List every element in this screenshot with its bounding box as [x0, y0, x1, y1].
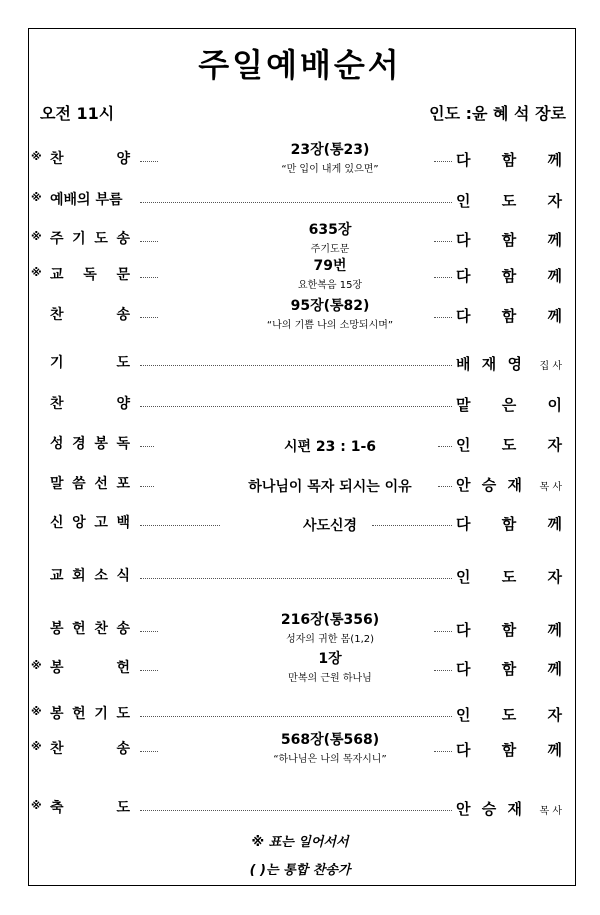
leader-name: 안 승 재	[456, 476, 522, 494]
item-label: 주 기 도 송	[50, 231, 130, 247]
hymn-title: 성자의 귀한 몸(1,2)	[285, 634, 375, 645]
item-leader	[456, 704, 562, 725]
item-leader	[456, 739, 562, 760]
item-label: 성 경 봉 독	[50, 436, 130, 452]
standing-mark: ※	[31, 659, 42, 672]
page-title: 주일예배순서	[198, 46, 402, 84]
standing-mark: ※	[31, 191, 42, 204]
standing-mark: ※	[31, 150, 42, 163]
item-leader	[456, 619, 562, 640]
leader-name: 안 승 재	[456, 800, 522, 818]
item-leader	[456, 353, 562, 374]
hymn-number: 568장(통568)	[280, 732, 380, 748]
standing-note: ※ 표는 일어서서	[251, 835, 349, 850]
order-row	[28, 554, 576, 598]
item-label: 교 회 소 식	[50, 568, 130, 584]
item-leader	[456, 474, 562, 495]
dot-leader	[140, 446, 154, 447]
standing-mark: ※	[31, 705, 42, 718]
leader-name: 다 함 께	[456, 151, 562, 169]
hymn-number: 시편 23 : 1-6	[283, 439, 377, 455]
service-leader: 인도 :윤 혜 석 장로	[429, 104, 566, 123]
dot-leader	[140, 277, 158, 278]
leader-name: 맡 은 이	[456, 396, 562, 414]
leader-title: 목 사	[539, 806, 562, 817]
order-row	[28, 178, 576, 222]
order-row	[28, 727, 576, 771]
hymn-number: 사도신경	[302, 518, 358, 534]
order-row	[28, 293, 576, 337]
hymn-number: 635장	[308, 222, 352, 238]
leader-name: 다 함 께	[456, 231, 562, 249]
item-detail	[200, 476, 460, 496]
item-label: 봉 헌	[50, 660, 130, 676]
leader-name: 다 함 께	[456, 267, 562, 285]
leader-name: 다 함 께	[456, 660, 562, 678]
item-detail	[200, 436, 460, 456]
hymn-title: 만복의 근원 하나님	[288, 673, 372, 684]
dot-leader	[140, 670, 158, 671]
leader-title: 목 사	[539, 482, 562, 493]
dot-leader	[140, 486, 154, 487]
standing-mark: ※	[31, 230, 42, 243]
hymn-title: “만 입이 내게 있으면”	[281, 164, 379, 175]
order-row	[28, 786, 576, 830]
hymn-number: 하나님이 목자 되시는 이유	[248, 479, 412, 495]
item-leader	[456, 394, 562, 415]
leader-name: 다 함 께	[456, 741, 562, 759]
leader-name: 다 함 께	[456, 515, 562, 533]
hymn-number: 23장(통23)	[290, 142, 370, 158]
item-label: 찬 양	[50, 151, 130, 167]
item-label: 찬 송	[50, 307, 130, 323]
item-detail	[200, 729, 460, 765]
service-time: 오전 11시	[40, 104, 115, 123]
item-label: 예배의 부름	[50, 192, 123, 208]
item-leader	[456, 149, 562, 170]
item-detail	[200, 295, 460, 331]
item-detail	[200, 219, 460, 255]
order-row	[28, 501, 576, 545]
item-detail	[200, 255, 460, 291]
order-row	[28, 137, 576, 181]
leader-name: 다 함 께	[456, 307, 562, 325]
item-label: 봉 헌 기 도	[50, 706, 130, 722]
dot-leader	[140, 631, 158, 632]
standing-mark: ※	[31, 799, 42, 812]
hymn-number: 79번	[313, 258, 347, 274]
leader-name: 인 도 자	[456, 568, 562, 586]
hymn-title: “나의 기쁨 나의 소망되시며”	[266, 320, 394, 331]
order-row	[28, 607, 576, 651]
order-row	[28, 422, 576, 466]
order-row	[28, 253, 576, 297]
dot-leader	[140, 810, 452, 811]
dot-leader	[140, 716, 452, 717]
item-leader	[456, 265, 562, 286]
item-label: 찬 송	[50, 741, 130, 757]
leader-name: 인 도 자	[456, 192, 562, 210]
item-detail	[200, 515, 460, 535]
dot-leader	[140, 365, 452, 366]
dot-leader	[140, 317, 158, 318]
item-label: 기 도	[50, 355, 130, 371]
item-label: 교 독 문	[50, 267, 130, 283]
leader-name: 배 재 영	[456, 355, 522, 373]
standing-mark: ※	[31, 740, 42, 753]
item-label: 말 씀 선 포	[50, 476, 130, 492]
standing-mark: ※	[31, 266, 42, 279]
item-leader	[456, 434, 562, 455]
hymn-title: 주기도문	[310, 244, 350, 255]
leader-name: 다 함 께	[456, 621, 562, 639]
hymnal-note: ( )는 통합 찬송가	[249, 863, 351, 878]
hymn-number: 216장(통356)	[280, 612, 380, 628]
leader-name: 인 도 자	[456, 436, 562, 454]
dot-leader	[140, 161, 158, 162]
item-leader	[456, 798, 562, 819]
order-row	[28, 341, 576, 385]
item-leader	[456, 658, 562, 679]
order-row	[28, 462, 576, 506]
item-leader	[456, 305, 562, 326]
item-label: 찬 양	[50, 396, 130, 412]
dot-leader	[140, 202, 452, 203]
item-detail	[200, 609, 460, 645]
dot-leader	[140, 241, 158, 242]
leader-title: 집 사	[539, 361, 562, 372]
order-row	[28, 646, 576, 690]
order-row	[28, 382, 576, 426]
leader-name: 인 도 자	[456, 706, 562, 724]
item-leader	[456, 513, 562, 534]
item-label: 봉 헌 찬 송	[50, 621, 130, 637]
item-label: 축 도	[50, 800, 130, 816]
item-leader	[456, 229, 562, 250]
dot-leader	[140, 751, 158, 752]
item-leader	[456, 566, 562, 587]
hymn-title: 요한복음 15장	[297, 280, 363, 291]
dot-leader	[140, 406, 452, 407]
dot-leader	[140, 578, 452, 579]
hymn-number: 95장(통82)	[290, 298, 370, 314]
hymn-number: 1장	[318, 651, 342, 667]
item-detail	[200, 648, 460, 684]
item-leader	[456, 190, 562, 211]
item-label: 신 앙 고 백	[50, 515, 130, 531]
item-detail	[200, 139, 460, 175]
hymn-title: “하나님은 나의 목자시니”	[273, 754, 387, 765]
